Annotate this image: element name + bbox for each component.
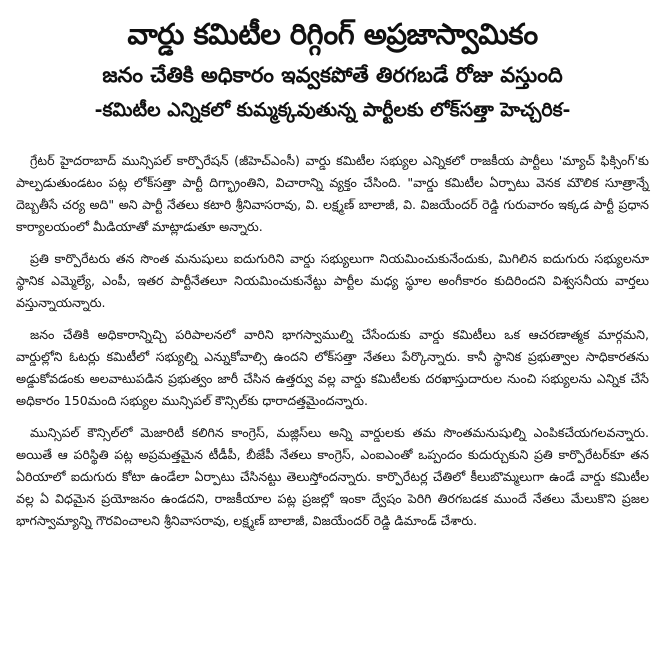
news-article (0, 14, 663, 665)
article-paragraph-1: గ్రేటర్ హైదరాబాద్ మున్సిపల్ కార్పొరేషన్ (జీహెచ్ఎంసీ) వార్డు కమిటీల సభ్యుల ఎన్నికలో రాజకీయ పార్టీలు 'మ్యాచ్ ఫిక్సింగ్'కు పాల్పడుతుండటం పట్ల లోక్‌సత్తా పార్టీ దిగ్భ్రాంతిని, విచారాన్ని వ్యక్తం చేసింది. "వార్డు కమిటీల ఏర్పాటు వెనక మౌలిక సూత్రాన్నే దెబ్బతీసే చర్య అది" అని పార్టీ నేతలు కటారి శ్రీనివాసరావు, వి. లక్ష్మణ్ బాలాజీ, వి. విజయేందర్ రెడ్డి గురువారం ఇక్కడ పార్టీ ప్రధాన కార్యాలయంలో మీడియాతో మాట్లాడుతూ అన్నారు. (16, 153, 649, 234)
article-body (16, 150, 649, 532)
article-subheadline: జనం చేతికి అధికారం ఇవ్వకపోతే తిరగబడే రోజు వస్తుంది (102, 63, 563, 87)
article-paragraph-2: ప్రతి కార్పొరేటరు తన సొంత మనుషులు ఐదుగురిని వార్డు సభ్యులుగా నియమించుకునేందుకు, మిగిలిన ఐదుగురు సభ్యులనూ స్థానిక ఎమ్మెల్యే, ఎంపీ, ఇతర పార్టీనేతలూ నియమించుకునేట్టు పార్టీల మధ్య స్థూల అంగీకారం కుదిరిందని విశ్వసనీయ వార్తలు వస్తున్నాయన్నారు. (16, 251, 649, 310)
article-kicker: -కమిటీల ఎన్నికలో కుమ్మక్కవుతున్న పార్టీలకు లోక్‌సత్తా హెచ్చరిక- (94, 99, 571, 121)
article-paragraph-3: జనం చేతికి అధికారాన్నిచ్చి పరిపాలనలో వారిని భాగస్వాముల్ని చేసేందుకు వార్డు కమిటీలు ఒక ఆచరణాత్మక మార్గమని, వార్డుల్లోని ఓటర్లు కమిటీలో సభ్యుల్ని ఎన్నుకోవాల్సి ఉందని లోక్‌సత్తా నేతలు పేర్కొన్నారు. కానీ స్థానిక ప్రభుత్వాల సాధికారతను అడ్డుకోవడంకు అలవాటుపడిన ప్రభుత్వం జారీ చేసిన ఉత్తర్వు వల్ల వార్డు కమిటీలకు దరఖాస్తుదారుల నుంచి సభ్యులను ఎన్నిక చేసే అధికారం 150మంది సభ్యుల మున్సిపల్ కౌన్సిల్‌కు ధారాదత్తమైందన్నారు. (16, 327, 649, 408)
article-paragraph-4: మున్సిపల్ కౌన్సిల్‌లో మెజారిటీ కలిగిన కాంగ్రెస్, మజ్లిస్‌లు అన్ని వార్డులకు తమ సొంతమనుషుల్ని ఎంపికచేయగలవన్నారు. అయితే ఆ పరిస్థితి పట్ల అప్రమత్తమైన టీడీపీ, బీజేపీ నేతలు కాంగ్రెస్, ఎంఐఎంతో ఒప్పందం కుదుర్చుకుని ప్రతి కార్పొరేటర్‌కూ తన ఏరియాలో ఐదుగురు కోటా ఉండేలా ఏర్పాటు చేసినట్టు తెలుస్తోందన్నారు. కార్పొరేటర్ల చేతిలో కీలుబొమ్మలుగా ఉండే వార్డు కమిటీల వల్ల ఏ విధమైన ప్రయోజనం ఉండదని, రాజకీయాల పట్ల ప్రజల్లో ఇంకా ద్వేషం పెరిగి తిరగబడక ముందే నేతలు మేలుకొని ప్రజల భాగస్వామ్యాన్ని గౌరవించాలని శ్రీనివాసరావు, లక్ష్మణ్ బాలాజీ, విజయేందర్ రెడ్డి డిమాండ్ చేశారు. (16, 425, 649, 528)
article-headline: వార్డు కమిటీల రిగ్గింగ్ అప్రజాస్వామికం (127, 17, 538, 51)
